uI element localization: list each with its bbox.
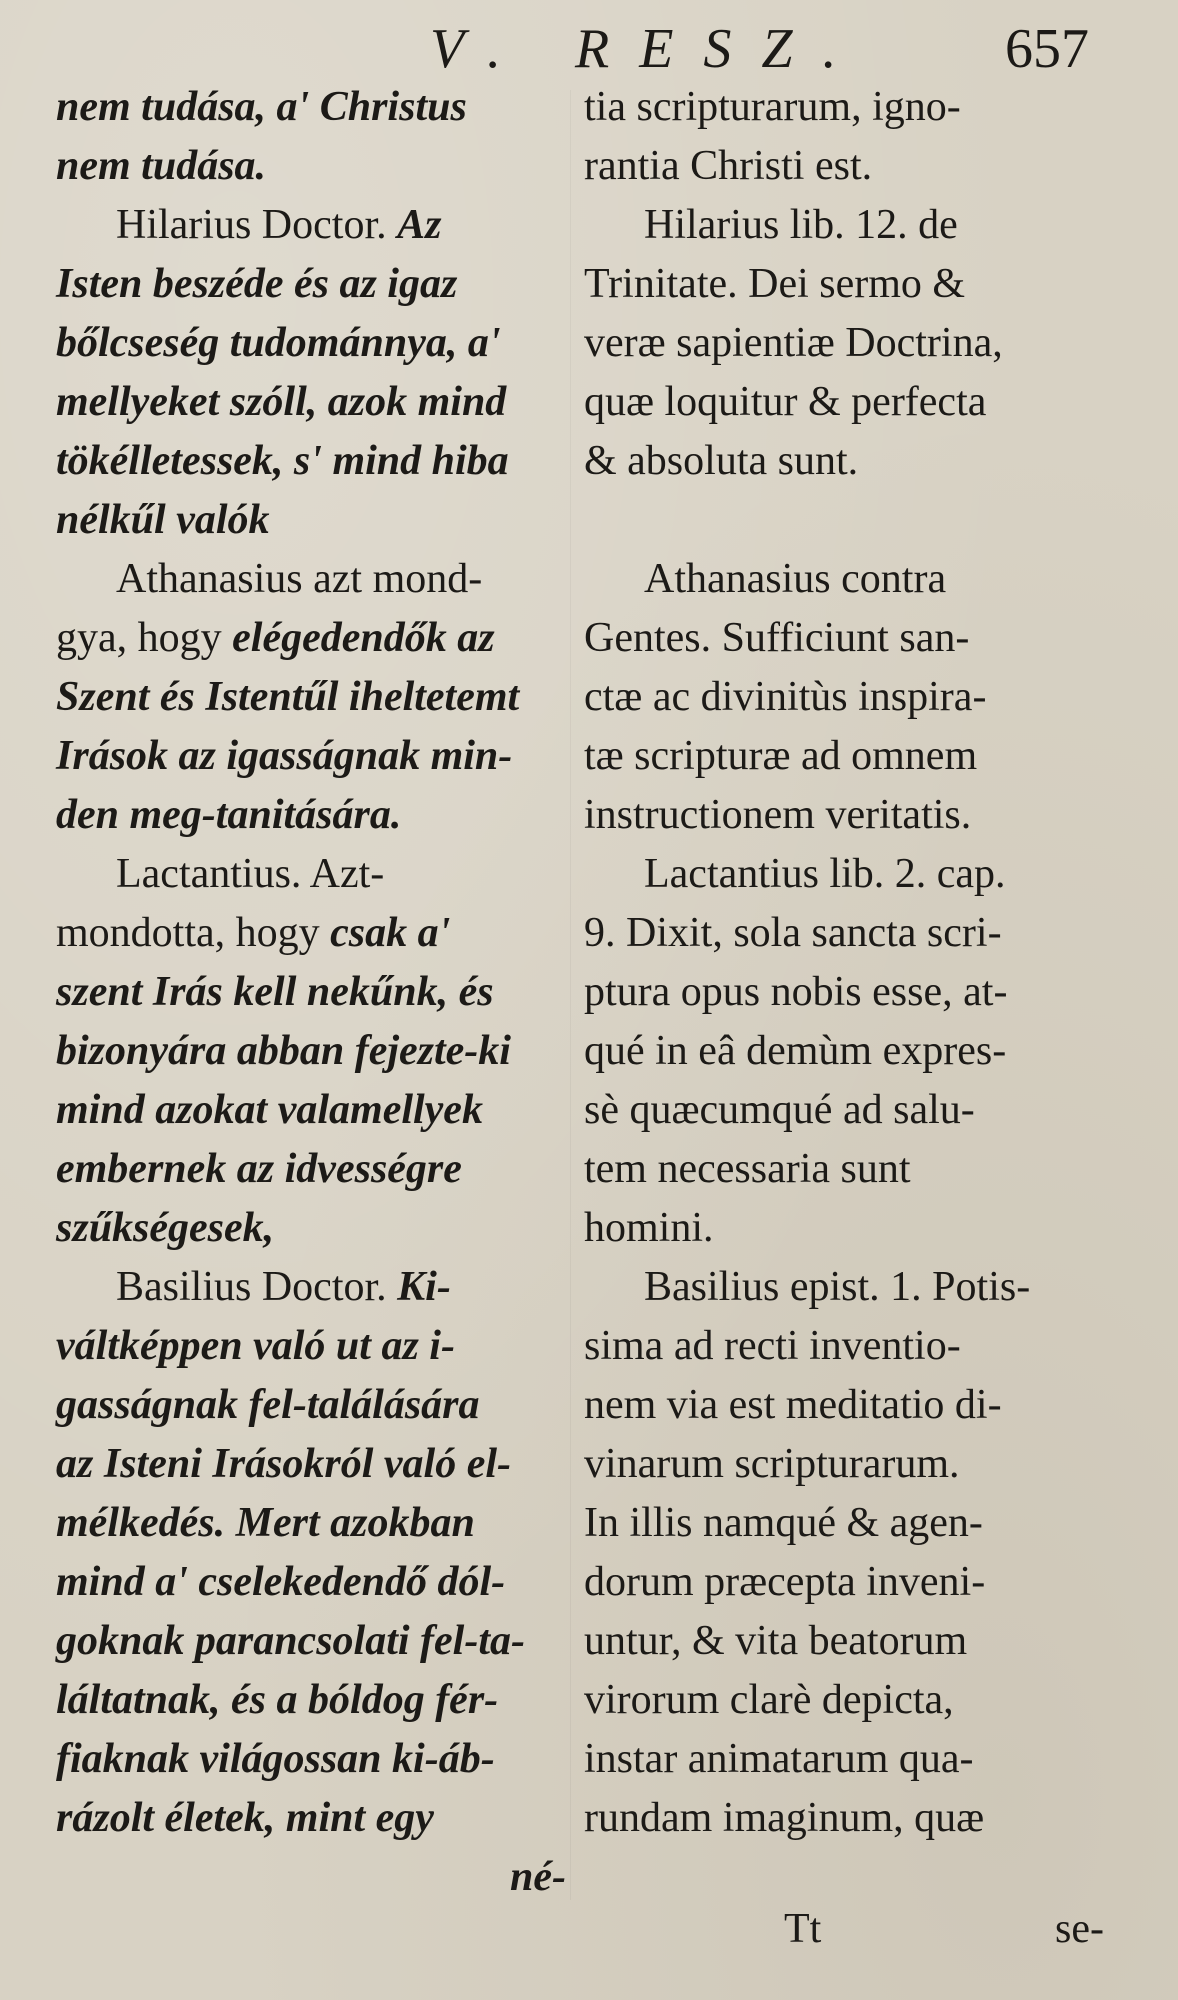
latin-line: Gentes. Sufficiunt san- (584, 615, 970, 661)
catchword: se- (1055, 1906, 1104, 1952)
latin-line: qué in eâ demùm expres- (584, 1028, 1007, 1074)
latin-line: Trinitate. Dei sermo & (584, 261, 966, 307)
hungarian-line: váltképpen való ut az i- (56, 1323, 455, 1369)
latin-line: Lactantius lib. 2. cap. (644, 851, 1006, 897)
hungarian-line-segment: Athanasius azt mond- (116, 556, 483, 602)
hungarian-line: bizonyára abban fejezte-ki (56, 1028, 511, 1074)
column-gutter (570, 90, 571, 1900)
latin-line: rantia Christi est. (584, 143, 873, 189)
page-header (0, 14, 1178, 84)
hungarian-line: mélkedés. Mert azokban (56, 1500, 475, 1546)
page-number: 657 (1005, 18, 1089, 80)
hungarian-line: tökélletessek, s' mind hiba (56, 438, 509, 484)
latin-line: ctæ ac divinitùs inspira- (584, 674, 987, 720)
hungarian-column (56, 78, 566, 1907)
hungarian-line: nélkűl valók (56, 497, 270, 543)
hungarian-line: mellyeket szóll, azok mind (56, 379, 507, 425)
latin-line: instructionem veritatis. (584, 792, 972, 838)
hungarian-line-segment: mondotta, hogy (56, 910, 331, 956)
hungarian-line: nem tudása, a' Christus (56, 84, 467, 130)
hungarian-line: den meg-tanitására. (56, 792, 402, 838)
hungarian-line (56, 550, 566, 609)
latin-line: sima ad recti inventio- (584, 1323, 961, 1369)
hungarian-line: láltatnak, és a bóldog fér- (56, 1677, 499, 1723)
hungarian-line: az Isteni Irásokról való el- (56, 1441, 512, 1487)
page-footer (584, 1900, 1104, 1959)
hungarian-line: goknak parancsolati fel-ta- (56, 1618, 525, 1664)
hungarian-line (56, 609, 566, 668)
hungarian-line: fiaknak világossan ki-áb- (56, 1736, 495, 1782)
hungarian-line: nem tudása. (56, 143, 267, 189)
hungarian-line: rázolt életek, mint egy (56, 1795, 434, 1841)
hungarian-line (56, 196, 566, 255)
latin-line: Athanasius contra (644, 556, 947, 602)
hungarian-line-segment: Lactantius. Azt- (116, 851, 385, 897)
hungarian-line: bőlcseség tudománnya, a' (56, 320, 501, 366)
hungarian-line: Irások az igasságnak min- (56, 733, 513, 779)
hungarian-line: embernek az idvességre (56, 1146, 462, 1192)
latin-line: Basilius epist. 1. Potis- (644, 1264, 1031, 1310)
latin-line: sè quæcumqué ad salu- (584, 1087, 975, 1133)
hungarian-line-segment: csak a' (330, 910, 451, 956)
latin-line: tæ scripturæ ad omnem (584, 733, 978, 779)
hungarian-line-segment: gya, hogy (56, 615, 233, 661)
latin-line: quæ loquitur & perfecta (584, 379, 987, 425)
hungarian-line: mind azokat valamellyek (56, 1087, 483, 1133)
signature-mark: Tt (784, 1906, 822, 1952)
latin-line: veræ sapientiæ Doctrina, (584, 320, 1003, 366)
hungarian-line-segment: Hilarius Doctor. (116, 202, 398, 248)
hungarian-line: mind a' cselekedendő dól- (56, 1559, 506, 1605)
hungarian-line-segment: Az (397, 202, 442, 248)
hungarian-line: né- (510, 1854, 566, 1900)
latin-line: untur, & vita beatorum (584, 1618, 968, 1664)
hungarian-line: gasságnak fel-találására (56, 1382, 480, 1428)
latin-line: vinarum scripturarum. (584, 1441, 960, 1487)
hungarian-line-segment: Ki- (397, 1264, 451, 1310)
latin-line: ptura opus nobis esse, at- (584, 969, 1008, 1015)
hungarian-line (56, 904, 566, 963)
latin-line: rundam imaginum, quæ (584, 1795, 985, 1841)
hungarian-line-segment: elégedendők az (232, 615, 495, 661)
latin-line: 9. Dixit, sola sancta scri- (584, 910, 1002, 956)
running-head: V. RESZ. (430, 18, 867, 80)
hungarian-line: szent Irás kell nekűnk, és (56, 969, 494, 1015)
hungarian-line-segment: Basilius Doctor. (116, 1264, 398, 1310)
hungarian-line (56, 1258, 566, 1317)
latin-line: instar animatarum qua- (584, 1736, 974, 1782)
latin-line: homini. (584, 1205, 714, 1251)
hungarian-line: Isten beszéde és az igaz (56, 261, 458, 307)
hungarian-line: szűkségesek, (56, 1205, 275, 1251)
latin-line: & absoluta sunt. (584, 438, 859, 484)
hungarian-line: Szent és Istentűl ihelteteтt (56, 674, 520, 720)
latin-line: dorum præcepta inveni- (584, 1559, 986, 1605)
latin-line: nem via est meditatio di- (584, 1382, 1002, 1428)
latin-line: tia scripturarum, igno- (584, 84, 961, 130)
latin-column (584, 78, 1104, 1848)
latin-line: Hilarius lib. 12. de (644, 202, 958, 248)
latin-line: tem necessaria sunt (584, 1146, 911, 1192)
latin-line: virorum clarè depicta, (584, 1677, 954, 1723)
latin-line (584, 491, 1104, 550)
hungarian-line (56, 845, 566, 904)
latin-line: In illis namqué & agen- (584, 1500, 983, 1546)
